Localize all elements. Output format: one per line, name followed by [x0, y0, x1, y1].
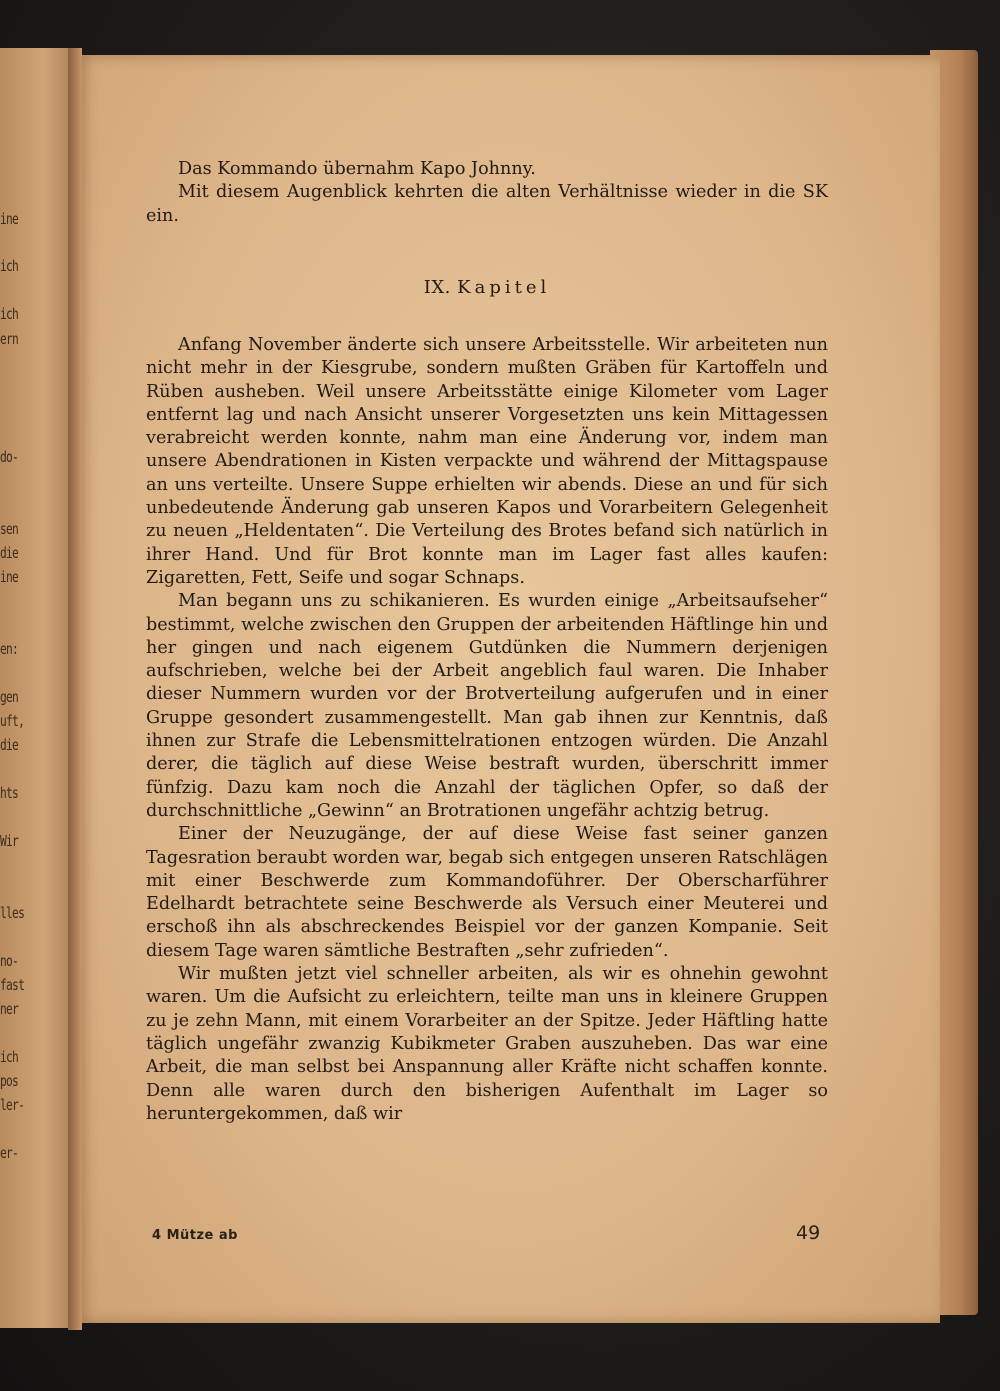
chapter-word: Kapitel [457, 277, 551, 298]
paragraph-3: Einer der Neuzugänge, der auf diese Weise fast seiner ganzen Tagesration beraubt worden war, begab sich entgegen unseren Ratschlägen mit einer Beschwerde zum Kommandoführer. Der Oberscharführer Edelhardt betrachtete seine Beschwerde als Versuch einer Meuterei und erschoß ihn als abschreckendes Beispiel vor der ganzen Kompanie. Seit diesem Tage waren sämtliche Bestraften „sehr zufrieden“. [146, 824, 828, 961]
left-page-fragment: ich [0, 1048, 19, 1066]
intro-text [146, 158, 828, 228]
left-page-fragment: ern [0, 330, 19, 348]
paragraph-4: Wir mußten jetzt viel schneller arbeiten, als wir es ohnehin gewohnt waren. Um die Aufsicht zu erleichtern, teilte man uns in kleinere Gruppen zu je zehn Mann, mit einem Vorarbeiter an der Spitze. Jeder Häftling hatte täglich ungefähr zwanzig Kubikmeter Graben auszuheben. Das war eine Arbeit, die man selbst bei Anspannung aller Kräfte nicht schaffen konnte. Denn alle waren durch den bisherigen Aufenthalt im Lager so heruntergekommen, daß wir [146, 964, 828, 1124]
left-page-fragment: gen [0, 688, 19, 706]
book-spine [68, 48, 82, 1330]
chapter-number: IX. [423, 277, 451, 298]
left-page-fragment: Wir [0, 832, 19, 850]
left-page-fragment: hts [0, 784, 19, 802]
left-page-fragment: uft, [0, 712, 25, 730]
chapter-body [146, 334, 828, 1126]
intro-line-1: Das Kommando übernahm Kapo Johnny. [178, 159, 536, 179]
left-page-fragment: ler- [0, 1096, 25, 1114]
chapter-heading [146, 277, 828, 298]
left-page-fragment: ine [0, 568, 19, 586]
left-page-fragment: ner [0, 1000, 19, 1018]
left-page-fragment: er- [0, 1144, 19, 1162]
page-number: 49 [796, 1222, 821, 1244]
paragraph-1: Anfang November änderte sich unsere Arbeitsstelle. Wir arbeiteten nun nicht mehr in der Kiesgrube, sondern mußten Gräben für Kartoffeln und Rüben ausheben. Weil unsere Arbeitsstätte einige Kilometer vom Lager entfernt lag und nach Ansicht unserer Vorgesetzten uns kein Mittagessen verabreicht werden konnte, nahm man eine Änderung vor, indem man unsere Abendrationen in Kisten verpackte und während der Mittagspause an uns verteilte. Unsere Suppe erhielten wir abends. Diese an und für sich unbedeutende Änderung gab unseren Kapos und Vorarbeitern Gelegenheit zu neuen „Heldentaten“. Die Verteilung des Brotes befand sich natürlich in ihrer Hand. Und für Brot konnte man im Lager fast alles kaufen: Zigaretten, Fett, Seife und sogar Schnaps. [146, 335, 828, 588]
left-page-fragment: ich [0, 305, 19, 323]
left-page-fragment: fast [0, 976, 25, 994]
left-page-fragment: die [0, 736, 19, 754]
left-page-fragment: ine [0, 210, 19, 228]
left-page-fragment: die [0, 544, 19, 562]
left-page-fragment: no- [0, 952, 19, 970]
left-page-fragment: lles [0, 904, 25, 922]
signature-mark: 4 Mütze ab [152, 1228, 238, 1243]
paragraph-2: Man begann uns zu schikanieren. Es wurden einige „Arbeitsaufseher“ bestimmt, welche zwischen den Gruppen der arbeitenden Häftlinge hin und her gingen und nach eigenem Gutdünken die Nummern derjenigen aufschrieben, welche bei der Arbeit angeblich faul waren. Die Inhaber dieser Nummern wurden vor der Brotverteilung aufgerufen und in einer Gruppe gesondert zusammengestellt. Man gab ihnen zur Kenntnis, daß ihnen zur Strafe die Lebensmittelrationen entzogen würden. Die Anzahl derer, die täglich auf diese Weise bestraft wurden, überschritt immer fünfzig. Dazu kam noch die Anzahl der täglichen Opfer, so daß der durchschnittliche „Gewinn“ an Brotrationen ungefähr achtzig betrug. [146, 591, 828, 821]
left-page-fragment: ich [0, 257, 19, 275]
left-page-fragment: do- [0, 448, 19, 466]
left-page-fragment: pos [0, 1072, 19, 1090]
left-page-fragment: en: [0, 640, 19, 658]
left-page-fragment: sen [0, 520, 19, 538]
intro-line-2: Mit diesem Augenblick kehrten die alten Verhältnisse wieder in die SK ein. [146, 182, 828, 226]
